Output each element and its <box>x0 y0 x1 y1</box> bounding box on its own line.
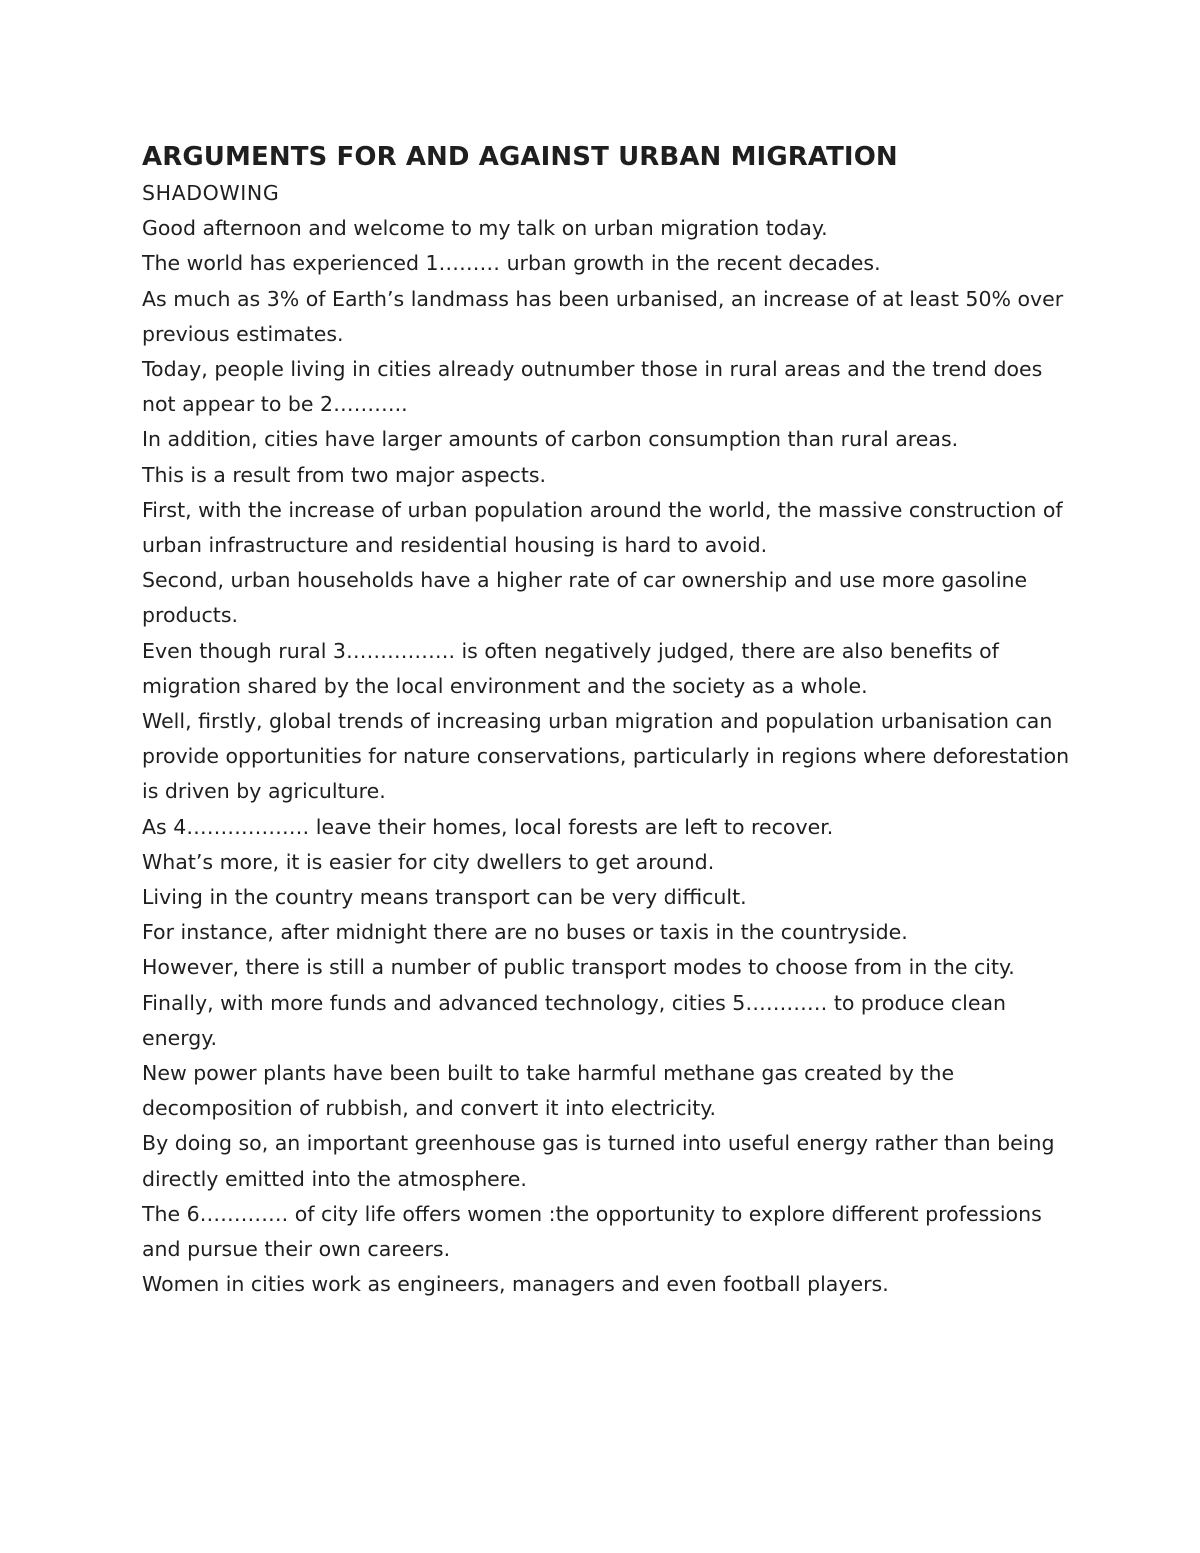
paragraph-line: New power plants have been built to take harmful methane gas created by the decomposition of rubbish, and convert it into electricity. <box>142 1061 955 1121</box>
paragraph-line: Well, firstly, global trends of increasing urban migration and population urbanisation can provide opportunities for nature conservations, particularly in regions where deforestation is driven by agriculture. <box>142 709 1070 804</box>
paragraph-line: In addition, cities have larger amounts of carbon consumption than rural areas. <box>142 427 959 452</box>
paragraph-line: Good afternoon and welcome to my talk on urban migration today. <box>142 216 828 241</box>
paragraph-line: As much as 3% of Earth’s landmass has been urbanised, an increase of at least 50% over previous estimates. <box>142 286 1064 346</box>
paragraph-line: For instance, after midnight there are no buses or taxis in the countryside. <box>142 920 908 945</box>
paragraph-line: Second, urban households have a higher rate of car ownership and use more gasoline products. <box>142 568 1028 628</box>
paragraph-line: Finally, with more funds and advanced technology, cities 5………… to produce clean energy. <box>142 990 1007 1050</box>
paragraph-line: Even though rural 3……………. is often negatively judged, there are also benefits of migration shared by the local environment and the society as a whole. <box>142 638 999 698</box>
paragraph-line: This is a result from two major aspects. <box>142 462 547 487</box>
document-subtitle: SHADOWING <box>142 181 280 205</box>
paragraph-line: Today, people living in cities already outnumber those in rural areas and the trend does not appear to be 2……….. <box>142 357 1043 417</box>
paragraph-line: The 6…………. of city life offers women :the opportunity to explore different professions and pursue their own careers. <box>142 1201 1042 1262</box>
paragraph-line: What’s more, it is easier for city dwellers to get around. <box>142 849 715 874</box>
document-body <box>142 138 1072 1303</box>
paragraph-line: First, with the increase of urban population around the world, the massive construction of urban infrastructure and residential housing is hard to avoid. <box>142 497 1063 558</box>
paragraph-line: The world has experienced 1……… urban growth in the recent decades. <box>142 251 881 276</box>
paragraph-line: However, there is still a number of public transport modes to choose from in the city. <box>142 955 1015 980</box>
paragraph-line: Living in the country means transport can be very difficult. <box>142 885 747 910</box>
paragraph-line: Women in cities work as engineers, managers and even football players. <box>142 1272 889 1297</box>
paragraph-list <box>142 211 1072 1302</box>
document-title: ARGUMENTS FOR AND AGAINST URBAN MIGRATION <box>142 142 898 172</box>
paragraph-line: By doing so, an important greenhouse gas is turned into useful energy rather than being directly emitted into the atmosphere. <box>142 1131 1055 1191</box>
paragraph-line: As 4……………… leave their homes, local forests are left to recover. <box>142 814 834 839</box>
